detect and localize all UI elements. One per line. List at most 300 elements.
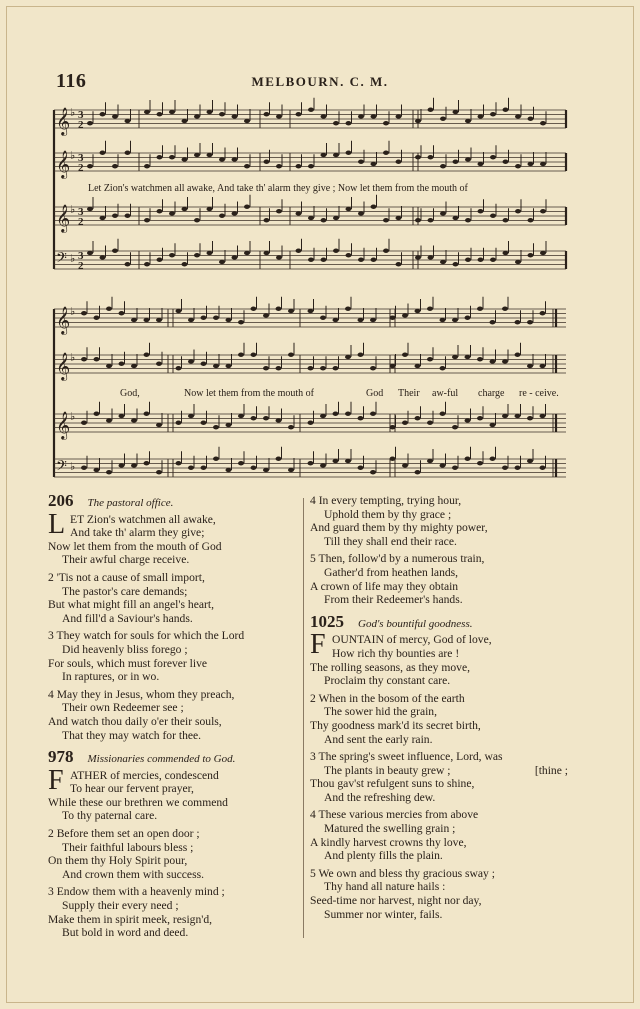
note-head bbox=[415, 255, 421, 259]
verse-line: The rolling seasons, as they move, bbox=[310, 660, 471, 674]
note-head bbox=[515, 164, 521, 168]
note-head bbox=[358, 318, 364, 322]
verse-line: Thy goodness mark'd its secret birth, bbox=[310, 718, 481, 732]
note-head bbox=[370, 412, 376, 416]
verse-line: That they may watch for thee. bbox=[62, 728, 202, 742]
note-head bbox=[465, 418, 471, 422]
note-head bbox=[502, 414, 508, 418]
note-head bbox=[119, 311, 125, 315]
note-head bbox=[251, 466, 257, 470]
verse-line: 5 We own and bless thy gracious sway ; bbox=[310, 866, 495, 880]
verse-line: On them thy Holy Spirit pour, bbox=[48, 854, 188, 868]
note-head bbox=[490, 258, 496, 262]
note-head bbox=[182, 262, 188, 266]
note-head bbox=[383, 218, 389, 222]
note-head bbox=[402, 421, 408, 425]
time-signature-top: 3 bbox=[78, 152, 84, 164]
lyrics-line-1: Let Zion's watchmen all awake, And take th' alarm they give ; Now let them from the mouth of bbox=[88, 183, 468, 194]
treble-clef-icon: 𝄞 bbox=[56, 411, 71, 439]
note-head bbox=[465, 157, 471, 161]
note-head bbox=[194, 153, 200, 157]
note-head bbox=[370, 318, 376, 322]
treble-clef-icon: 𝄞 bbox=[56, 306, 71, 334]
flat-icon: ♭ bbox=[70, 106, 76, 119]
note-head bbox=[528, 117, 534, 121]
note-head bbox=[452, 355, 458, 359]
note-head bbox=[383, 151, 389, 155]
note-head bbox=[276, 307, 282, 311]
note-head bbox=[131, 418, 137, 422]
note-head bbox=[176, 421, 182, 425]
note-head bbox=[427, 421, 433, 425]
note-head bbox=[346, 253, 352, 257]
verse-line: 3 The spring's sweet influence, Lord, was bbox=[310, 750, 503, 764]
note-head bbox=[207, 207, 213, 211]
note-head bbox=[219, 214, 225, 218]
verse-line: A kindly harvest crowns thy love, bbox=[310, 835, 467, 849]
hymn-title: God's bountiful goodness. bbox=[358, 617, 473, 630]
note-head bbox=[144, 461, 150, 465]
note-head bbox=[428, 255, 434, 259]
note-head bbox=[251, 353, 257, 357]
note-head bbox=[477, 357, 483, 361]
note-head bbox=[415, 218, 421, 222]
note-head bbox=[131, 463, 137, 467]
note-head bbox=[87, 121, 93, 125]
note-head bbox=[188, 414, 194, 418]
right-column bbox=[310, 494, 572, 921]
note-head bbox=[527, 416, 533, 420]
note-head bbox=[540, 311, 546, 315]
note-head bbox=[345, 412, 351, 416]
note-head bbox=[94, 357, 100, 361]
note-head bbox=[440, 412, 446, 416]
note-head bbox=[194, 253, 200, 257]
lyric-word: God, bbox=[120, 388, 140, 399]
note-head bbox=[106, 470, 112, 474]
time-signature-bottom: 2 bbox=[78, 216, 84, 228]
note-head bbox=[119, 414, 125, 418]
note-head bbox=[321, 153, 327, 157]
time-signature-bottom: 2 bbox=[78, 260, 84, 272]
note-head bbox=[226, 318, 232, 322]
note-head bbox=[477, 416, 483, 420]
note-head bbox=[390, 425, 396, 429]
note-head bbox=[333, 249, 339, 253]
note-head bbox=[87, 164, 93, 168]
note-head bbox=[427, 307, 433, 311]
note-head bbox=[427, 357, 433, 361]
flat-icon: ♭ bbox=[70, 252, 76, 265]
note-head bbox=[100, 255, 106, 259]
verse-line: Did heavenly bliss forego ; bbox=[62, 642, 188, 656]
note-head bbox=[452, 318, 458, 322]
verse-line: And crown them with success. bbox=[62, 867, 204, 881]
verse-line: Gather'd from heathen lands, bbox=[324, 565, 459, 579]
flat-icon: ♭ bbox=[70, 305, 76, 318]
drop-cap: F bbox=[48, 764, 64, 796]
tune-title: MELBOURN. C. M. bbox=[251, 74, 389, 89]
note-head bbox=[358, 416, 364, 420]
note-head bbox=[515, 414, 521, 418]
note-head bbox=[238, 414, 244, 418]
note-head bbox=[119, 362, 125, 366]
drop-cap: L bbox=[48, 508, 66, 540]
note-head bbox=[502, 307, 508, 311]
verse-line: And the refreshing dew. bbox=[324, 790, 436, 804]
note-head bbox=[169, 110, 175, 114]
note-head bbox=[415, 416, 421, 420]
verse-line-wrap bbox=[310, 764, 572, 778]
note-head bbox=[415, 155, 421, 159]
note-head bbox=[226, 364, 232, 368]
note-head bbox=[182, 207, 188, 211]
note-head bbox=[276, 457, 282, 461]
note-head bbox=[540, 251, 546, 255]
note-head bbox=[296, 249, 302, 253]
verse-line: For souls, which must forever live bbox=[48, 656, 208, 670]
note-head bbox=[540, 162, 546, 166]
time-signature-top: 3 bbox=[78, 206, 84, 218]
note-head bbox=[308, 216, 314, 220]
note-head bbox=[396, 262, 402, 266]
note-head bbox=[264, 160, 270, 164]
note-head bbox=[226, 423, 232, 427]
note-head bbox=[440, 164, 446, 168]
hymn-number: 978 bbox=[48, 747, 74, 767]
time-signature-bottom: 2 bbox=[78, 162, 84, 174]
note-head bbox=[144, 218, 150, 222]
note-head bbox=[515, 466, 521, 470]
note-head bbox=[371, 162, 377, 166]
treble-clef-icon: 𝄞 bbox=[56, 352, 71, 380]
note-head bbox=[358, 466, 364, 470]
note-head bbox=[125, 151, 131, 155]
note-head bbox=[157, 155, 163, 159]
verse-line: The plants in beauty grew ; bbox=[324, 763, 451, 777]
time-signature-top: 3 bbox=[78, 250, 84, 262]
note-head bbox=[156, 318, 162, 322]
verse-line: Proclaim thy constant care. bbox=[324, 674, 451, 688]
hymn-1025-first-line bbox=[310, 629, 572, 661]
note-head bbox=[503, 160, 509, 164]
note-head bbox=[308, 461, 314, 465]
left-column bbox=[48, 491, 298, 940]
note-head bbox=[478, 258, 484, 262]
note-head bbox=[320, 366, 326, 370]
note-head bbox=[358, 211, 364, 215]
verse-line: ET Zion's watchmen all awake, bbox=[70, 512, 216, 526]
note-head bbox=[106, 364, 112, 368]
note-head bbox=[465, 355, 471, 359]
note-head bbox=[276, 366, 282, 370]
note-head bbox=[213, 425, 219, 429]
note-head bbox=[540, 121, 546, 125]
note-head bbox=[440, 463, 446, 467]
verse-line: 2 'Tis not a cause of small import, bbox=[48, 570, 205, 584]
treble-clef-icon: 𝄞 bbox=[56, 204, 71, 232]
verse-line: Their own Redeemer see ; bbox=[62, 701, 184, 715]
note-head bbox=[440, 318, 446, 322]
note-head bbox=[490, 359, 496, 363]
note-head bbox=[156, 470, 162, 474]
note-head bbox=[527, 459, 533, 463]
note-head bbox=[308, 421, 314, 425]
note-head bbox=[157, 258, 163, 262]
note-head bbox=[440, 260, 446, 264]
note-head bbox=[201, 421, 207, 425]
note-head bbox=[465, 258, 471, 262]
hymn-title: Missionaries commended to God. bbox=[87, 753, 236, 766]
note-head bbox=[169, 155, 175, 159]
note-head bbox=[112, 249, 118, 253]
note-head bbox=[503, 251, 509, 255]
note-head bbox=[308, 258, 314, 262]
note-head bbox=[94, 316, 100, 320]
time-signature-bottom: 2 bbox=[78, 119, 84, 131]
verse-line: And take th' alarm they give; bbox=[70, 526, 205, 540]
note-head bbox=[490, 155, 496, 159]
verse-line: Thou gav'st refulgent suns to shine, bbox=[310, 777, 475, 791]
note-head bbox=[232, 255, 238, 259]
verse-line: But bold in word and deed. bbox=[62, 926, 189, 940]
note-head bbox=[490, 112, 496, 116]
note-head bbox=[346, 207, 352, 211]
note-head bbox=[125, 119, 131, 123]
note-head bbox=[207, 251, 213, 255]
note-head bbox=[276, 164, 282, 168]
note-head bbox=[515, 114, 521, 118]
flat-icon: ♭ bbox=[70, 351, 76, 364]
drop-cap: F bbox=[310, 629, 326, 661]
note-head bbox=[144, 164, 150, 168]
note-head bbox=[188, 359, 194, 363]
note-head bbox=[371, 258, 377, 262]
note-head bbox=[176, 366, 182, 370]
note-head bbox=[87, 251, 93, 255]
note-head bbox=[358, 258, 364, 262]
note-head bbox=[251, 416, 257, 420]
note-head bbox=[503, 108, 509, 112]
note-head bbox=[502, 359, 508, 363]
note-head bbox=[125, 214, 131, 218]
note-head bbox=[345, 307, 351, 311]
note-head bbox=[402, 463, 408, 467]
note-head bbox=[264, 251, 270, 255]
verse-line: While these our brethren we commend bbox=[48, 795, 228, 809]
note-head bbox=[87, 207, 93, 211]
note-head bbox=[540, 364, 546, 368]
verse-line: Till they shall end their race. bbox=[324, 534, 457, 548]
note-head bbox=[263, 468, 269, 472]
note-head bbox=[81, 311, 87, 315]
note-head bbox=[320, 414, 326, 418]
note-head bbox=[345, 459, 351, 463]
note-head bbox=[515, 320, 521, 324]
note-head bbox=[156, 362, 162, 366]
note-head bbox=[490, 423, 496, 427]
note-head bbox=[358, 160, 364, 164]
note-head bbox=[100, 112, 106, 116]
verse-line: To thy paternal care. bbox=[62, 809, 158, 823]
note-head bbox=[308, 309, 314, 313]
bass-clef-icon: 𝄢 bbox=[56, 250, 67, 270]
note-head bbox=[540, 209, 546, 213]
note-head bbox=[81, 421, 87, 425]
note-head bbox=[415, 364, 421, 368]
lyric-word: aw-ful bbox=[432, 388, 459, 399]
note-head bbox=[100, 216, 106, 220]
note-head bbox=[333, 412, 339, 416]
lyric-word: Their bbox=[398, 388, 420, 399]
note-head bbox=[131, 364, 137, 368]
note-head bbox=[213, 316, 219, 320]
note-head bbox=[296, 164, 302, 168]
note-head bbox=[540, 466, 546, 470]
flat-icon: ♭ bbox=[70, 203, 76, 216]
note-head bbox=[383, 249, 389, 253]
note-head bbox=[276, 418, 282, 422]
note-head bbox=[396, 114, 402, 118]
note-head bbox=[490, 457, 496, 461]
verse-line: 4 In every tempting, trying hour, bbox=[310, 494, 462, 507]
note-head bbox=[213, 457, 219, 461]
note-head bbox=[288, 425, 294, 429]
note-head bbox=[232, 211, 238, 215]
note-head bbox=[201, 362, 207, 366]
note-head bbox=[201, 466, 207, 470]
note-head bbox=[428, 108, 434, 112]
verse-line: A crown of life may they obtain bbox=[310, 579, 459, 593]
time-signature-top: 3 bbox=[78, 109, 84, 121]
hymn-978-header bbox=[48, 747, 298, 767]
flat-icon: ♭ bbox=[70, 149, 76, 162]
note-head bbox=[131, 318, 137, 322]
hymn-206-first-line bbox=[48, 508, 298, 540]
note-head bbox=[478, 114, 484, 118]
verse-line: OUNTAIN of mercy, God of love, bbox=[332, 633, 492, 647]
note-head bbox=[383, 121, 389, 125]
note-head bbox=[264, 112, 270, 116]
note-head bbox=[94, 412, 100, 416]
note-head bbox=[333, 216, 339, 220]
note-head bbox=[453, 160, 459, 164]
lyric-word: Now let them from the mouth of bbox=[184, 388, 314, 399]
note-head bbox=[477, 307, 483, 311]
note-head bbox=[478, 162, 484, 166]
note-head bbox=[219, 112, 225, 116]
treble-clef-icon: 𝄞 bbox=[56, 150, 71, 178]
lyric-word: God bbox=[366, 388, 384, 399]
note-head bbox=[465, 119, 471, 123]
flat-icon: ♭ bbox=[70, 460, 76, 473]
verse-line: The sower hid the grain, bbox=[324, 705, 438, 719]
hymn-978-first-line bbox=[48, 764, 298, 796]
note-head bbox=[515, 209, 521, 213]
note-head bbox=[452, 425, 458, 429]
note-head bbox=[288, 353, 294, 357]
note-head bbox=[201, 316, 207, 320]
note-head bbox=[232, 157, 238, 161]
note-head bbox=[390, 316, 396, 320]
note-head bbox=[370, 470, 376, 474]
note-head bbox=[477, 461, 483, 465]
note-head bbox=[232, 114, 238, 118]
note-head bbox=[238, 320, 244, 324]
page-number: 116 bbox=[56, 70, 87, 92]
note-head bbox=[333, 366, 339, 370]
verse-line: From their Redeemer's hands. bbox=[324, 593, 463, 607]
verse-line: And watch thou daily o'er their souls, bbox=[48, 714, 222, 728]
note-head bbox=[144, 412, 150, 416]
lyric-word: re - ceive. bbox=[519, 388, 559, 399]
note-head bbox=[390, 364, 396, 368]
note-head bbox=[100, 151, 106, 155]
note-head bbox=[188, 466, 194, 470]
verse-line: Summer nor winter, fails. bbox=[324, 907, 443, 921]
note-head bbox=[453, 110, 459, 114]
note-head bbox=[320, 316, 326, 320]
note-head bbox=[112, 164, 118, 168]
verse-line: Their faithful labours bless ; bbox=[62, 840, 194, 854]
verse-line: But what might fill an angel's heart, bbox=[48, 598, 214, 612]
note-head bbox=[453, 262, 459, 266]
note-head bbox=[527, 320, 533, 324]
verse-line: The pastor's care demands; bbox=[62, 584, 188, 598]
note-head bbox=[402, 313, 408, 317]
hymn-number: 206 bbox=[48, 491, 74, 510]
note-head bbox=[112, 114, 118, 118]
hymn-title: The pastoral office. bbox=[87, 497, 174, 509]
note-head bbox=[244, 251, 250, 255]
column-divider bbox=[303, 498, 304, 938]
bass-clef-icon: 𝄢 bbox=[56, 458, 67, 478]
note-head bbox=[157, 112, 163, 116]
note-head bbox=[144, 353, 150, 357]
note-head bbox=[263, 416, 269, 420]
note-head bbox=[440, 211, 446, 215]
note-head bbox=[251, 307, 257, 311]
note-head bbox=[81, 357, 87, 361]
verse-line: Matured the swelling grain ; bbox=[324, 822, 456, 836]
note-head bbox=[346, 121, 352, 125]
verse-line: Uphold them by thy grace ; bbox=[324, 507, 452, 521]
note-head bbox=[176, 309, 182, 313]
note-head bbox=[345, 355, 351, 359]
note-head bbox=[207, 110, 213, 114]
note-head bbox=[396, 216, 402, 220]
note-head bbox=[194, 114, 200, 118]
note-head bbox=[371, 205, 377, 209]
music-score bbox=[0, 0, 640, 490]
verse-line: 3 They watch for souls for which the Lord bbox=[48, 629, 245, 643]
note-head bbox=[428, 155, 434, 159]
note-head bbox=[321, 218, 327, 222]
note-head bbox=[263, 366, 269, 370]
note-head bbox=[321, 114, 327, 118]
note-head bbox=[440, 366, 446, 370]
note-head bbox=[452, 466, 458, 470]
note-head bbox=[238, 461, 244, 465]
hymn-1025-header bbox=[310, 611, 572, 632]
note-head bbox=[308, 366, 314, 370]
verse-line: And plenty fills the plain. bbox=[324, 849, 443, 863]
note-head bbox=[188, 318, 194, 322]
verse-line: And guard them by thy mighty power, bbox=[310, 521, 488, 535]
note-head bbox=[346, 151, 352, 155]
note-head bbox=[465, 218, 471, 222]
note-head bbox=[528, 253, 534, 257]
